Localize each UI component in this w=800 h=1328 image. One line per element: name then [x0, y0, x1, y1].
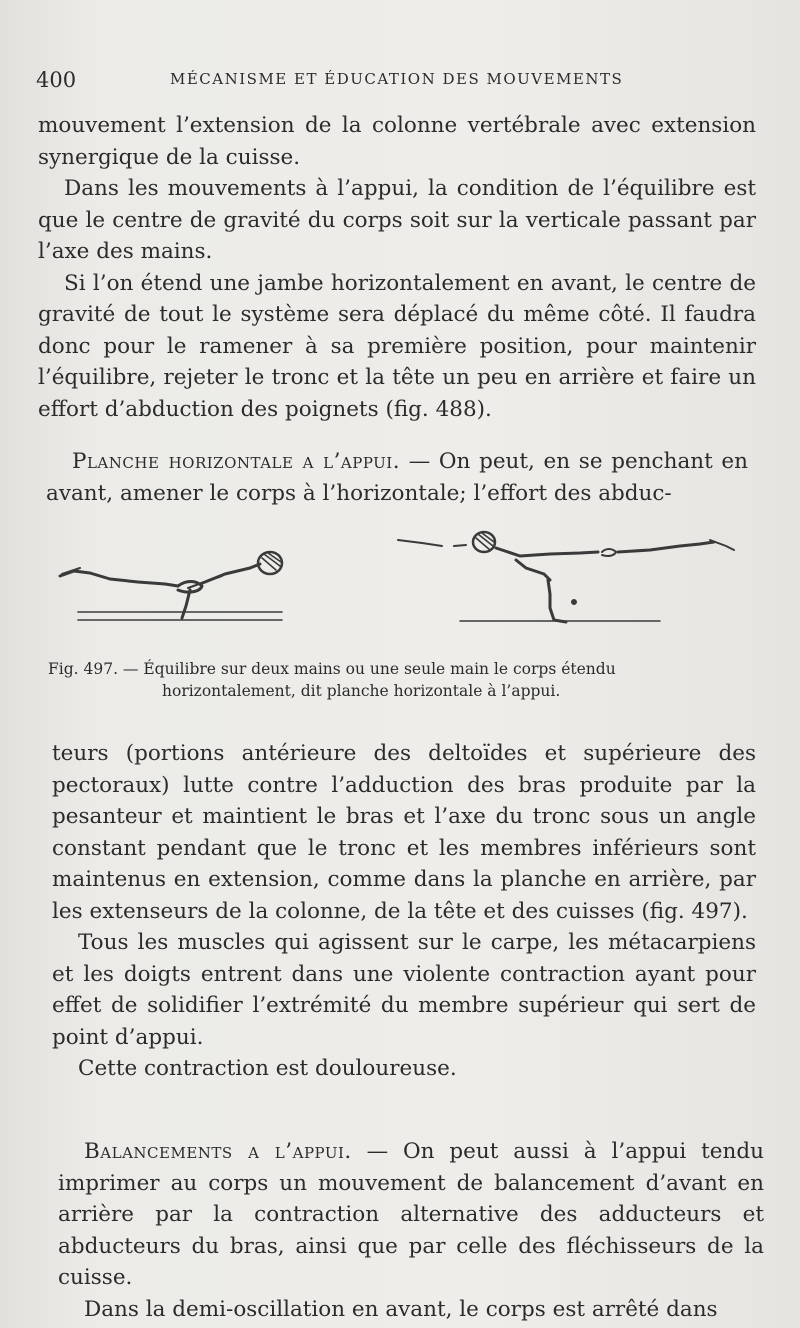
section-balancements	[58, 1136, 764, 1325]
paragraph: Dans la demi-oscillation en avant, le corps est arrêté dans	[84, 1296, 718, 1322]
figure-one-hand	[398, 532, 734, 622]
figure-497-illustration	[50, 524, 760, 634]
section-text: — On peut, en se penchant en avant, amener le corps à l’horizontale; l’effort des abduc-	[46, 449, 748, 506]
paragraph: Si l’on étend une jambe horizontalement en avant, le centre de gravité de tout le système sera déplacé du même côté. Il faudra donc pour le ramener à sa première position, pour maintenir l’équilibre, rejeter le tronc et la tête un peu en arrière et faire un effort d’abduction des poignets (fig. 488).	[38, 270, 756, 422]
text-block-continuation	[52, 738, 756, 1085]
paragraph: Dans les mouvements à l’appui, la condition de l’équilibre est que le centre de gravité du corps soit sur la verticale passant par l’axe des mains.	[38, 176, 756, 264]
section-heading: Balancements a l’appui.	[84, 1139, 352, 1164]
page-number: 400	[36, 68, 77, 92]
figure-caption	[48, 658, 762, 702]
caption-line: horizontalement, dit planche horizontale à l’appui.	[162, 682, 561, 700]
figure-two-hands	[60, 552, 282, 620]
section-text: — On peut aussi à l’appui tendu imprimer au corps un mouvement de balancement d’avant en arrière par la contraction alternative des adducteurs et abducteurs du bras, ainsi que par celle des fléchisseurs de la cuisse.	[58, 1139, 764, 1290]
paragraph	[46, 446, 748, 509]
caption-line: Fig. 497. — Équilibre sur deux mains ou une seule main le corps étendu	[48, 660, 616, 678]
section-heading: Planche horizontale a l’appui.	[72, 449, 401, 474]
text-block-intro	[38, 110, 756, 425]
paragraph	[58, 1136, 764, 1294]
paragraph: Tous les muscles qui agissent sur le carpe, les métacarpiens et les doigts entrent dans une violente contraction ayant pour effet de solidifier l’extrémité du membre supérieur qui sert de point d’appui.	[52, 930, 756, 1050]
section-planche-horizontale	[46, 446, 748, 509]
paragraph: teurs (portions antérieure des deltoïdes et supérieure des pectoraux) lutte contre l’adduction des bras produite par la pesanteur et maintient le bras et l’axe du tronc sous un angle constant pendant que le tronc et les membres inférieurs sont maintenus en extension, comme dans la planche en arrière, par les extenseurs de la colonne, de la tête et des cuisses (fig. 497).	[52, 741, 756, 924]
paragraph: Cette contraction est douloureuse.	[78, 1056, 457, 1081]
page-header	[36, 66, 756, 94]
gymnast-figures-drawing	[50, 524, 760, 634]
running-head: MÉCANISME ET ÉDUCATION DES MOUVEMENTS	[170, 70, 624, 88]
paragraph: mouvement l’extension de la colonne vertébrale avec extension synergique de la cuisse.	[38, 113, 756, 170]
